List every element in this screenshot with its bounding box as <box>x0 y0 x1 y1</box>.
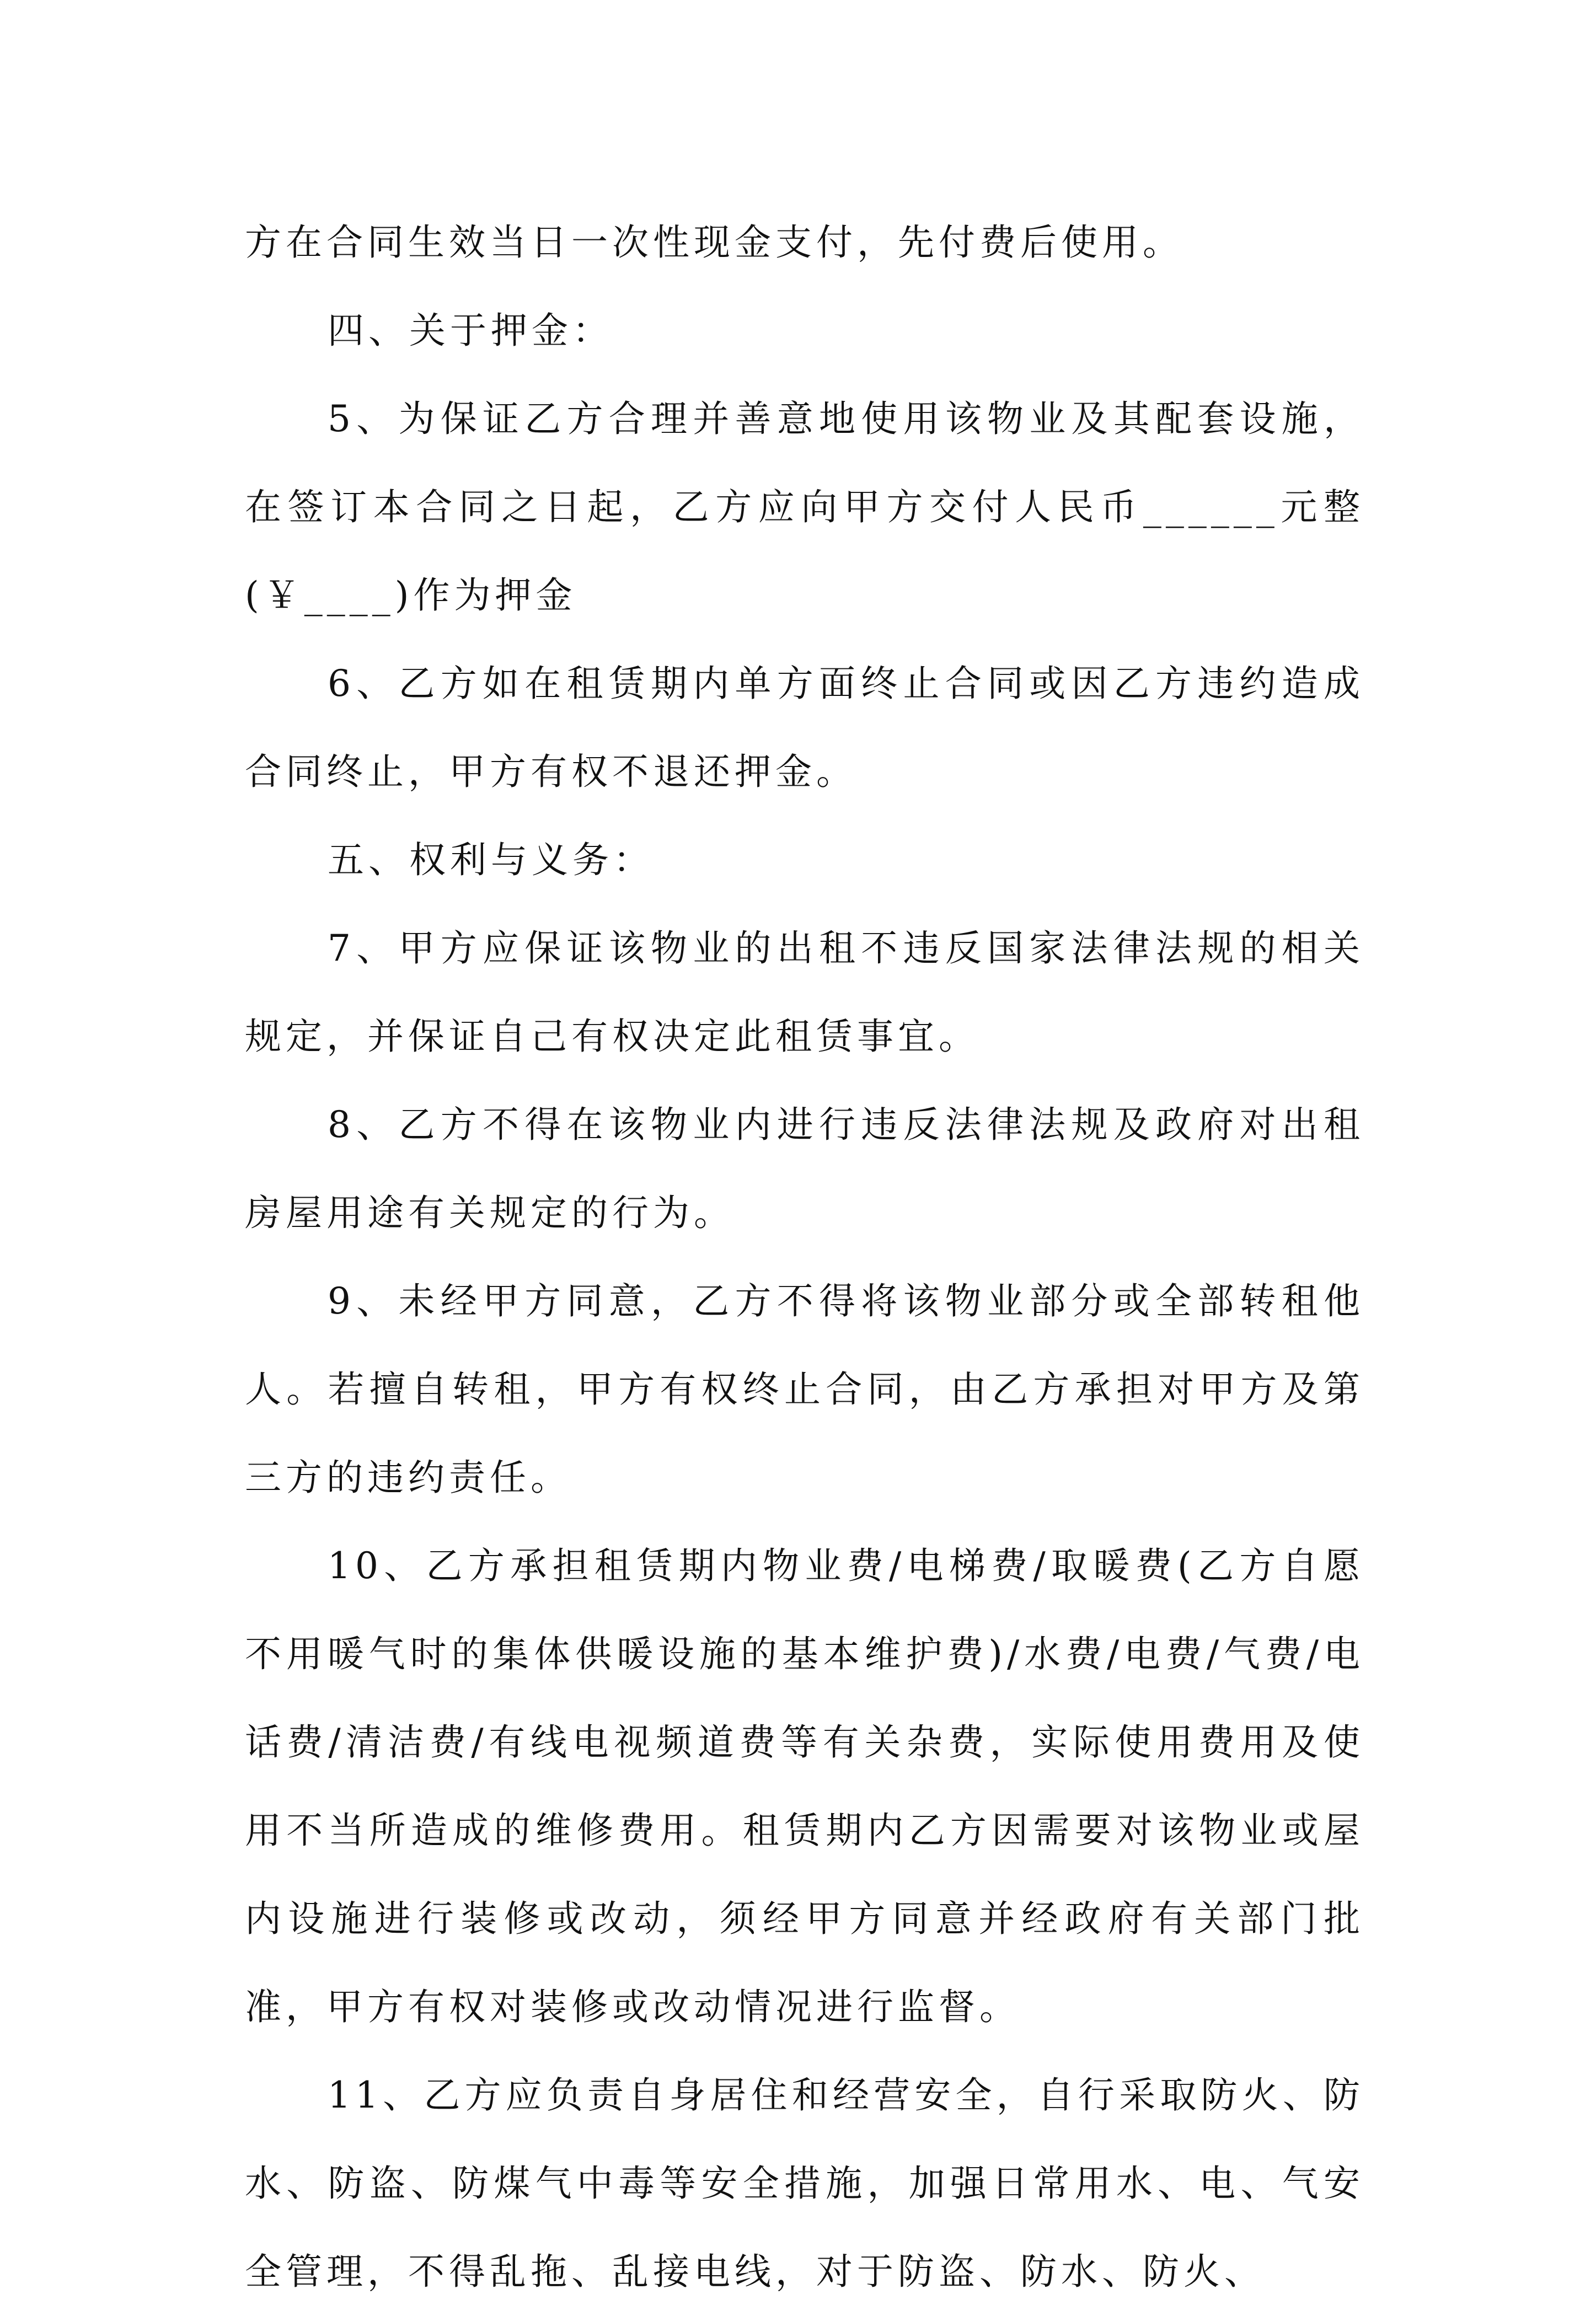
clause-11: 11、乙方应负责自身居住和经营安全，自行采取防火、防水、防盗、防煤气中毒等安全措施，加强日常用水、电、气安全管理，不得乱拖、乱接电线，对于防盗、防水、防火、 <box>245 2074 1364 2293</box>
paragraph-payment-continuation: 方在合同生效当日一次性现金支付，先付费后使用。 <box>245 221 1183 264</box>
document-body <box>245 199 1364 2316</box>
clause-6: 6、乙方如在租赁期内单方面终止合同或因乙方违约造成合同终止，甲方有权不退还押金。 <box>245 662 1364 793</box>
clause-7: 7、甲方应保证该物业的出租不违反国家法律法规的相关规定，并保证自己有权决定此租赁事宜。 <box>245 927 1364 1058</box>
clause-8: 8、乙方不得在该物业内进行违反法律法规及政府对出租房屋用途有关规定的行为。 <box>245 1103 1364 1234</box>
heading-rights-obligations: 五、权利与义务： <box>328 839 654 881</box>
clause-9: 9、未经甲方同意，乙方不得将该物业部分或全部转租他人。若擅自转租，甲方有权终止合同，由乙方承担对甲方及第三方的违约责任。 <box>245 1280 1364 1499</box>
heading-deposit: 四、关于押金： <box>328 309 613 352</box>
clause-5: 5、为保证乙方合理并善意地使用该物业及其配套设施，在签订本合同之日起，乙方应向甲方交付人民币______元整(￥____)作为押金 <box>245 398 1364 616</box>
clause-10: 10、乙方承担租赁期内物业费/电梯费/取暖费(乙方自愿不用暖气时的集体供暖设施的基本维护费)/水费/电费/气费/电话费/清洁费/有线电视频道费等有关杂费，实际使用费用及使用不当所造成的维修费用。租赁期内乙方因需要对该物业或屋内设施进行装修或改动，须经甲方同意并经政府有关部门批准，甲方有权对装修或改动情况进行监督。 <box>245 1545 1364 2028</box>
